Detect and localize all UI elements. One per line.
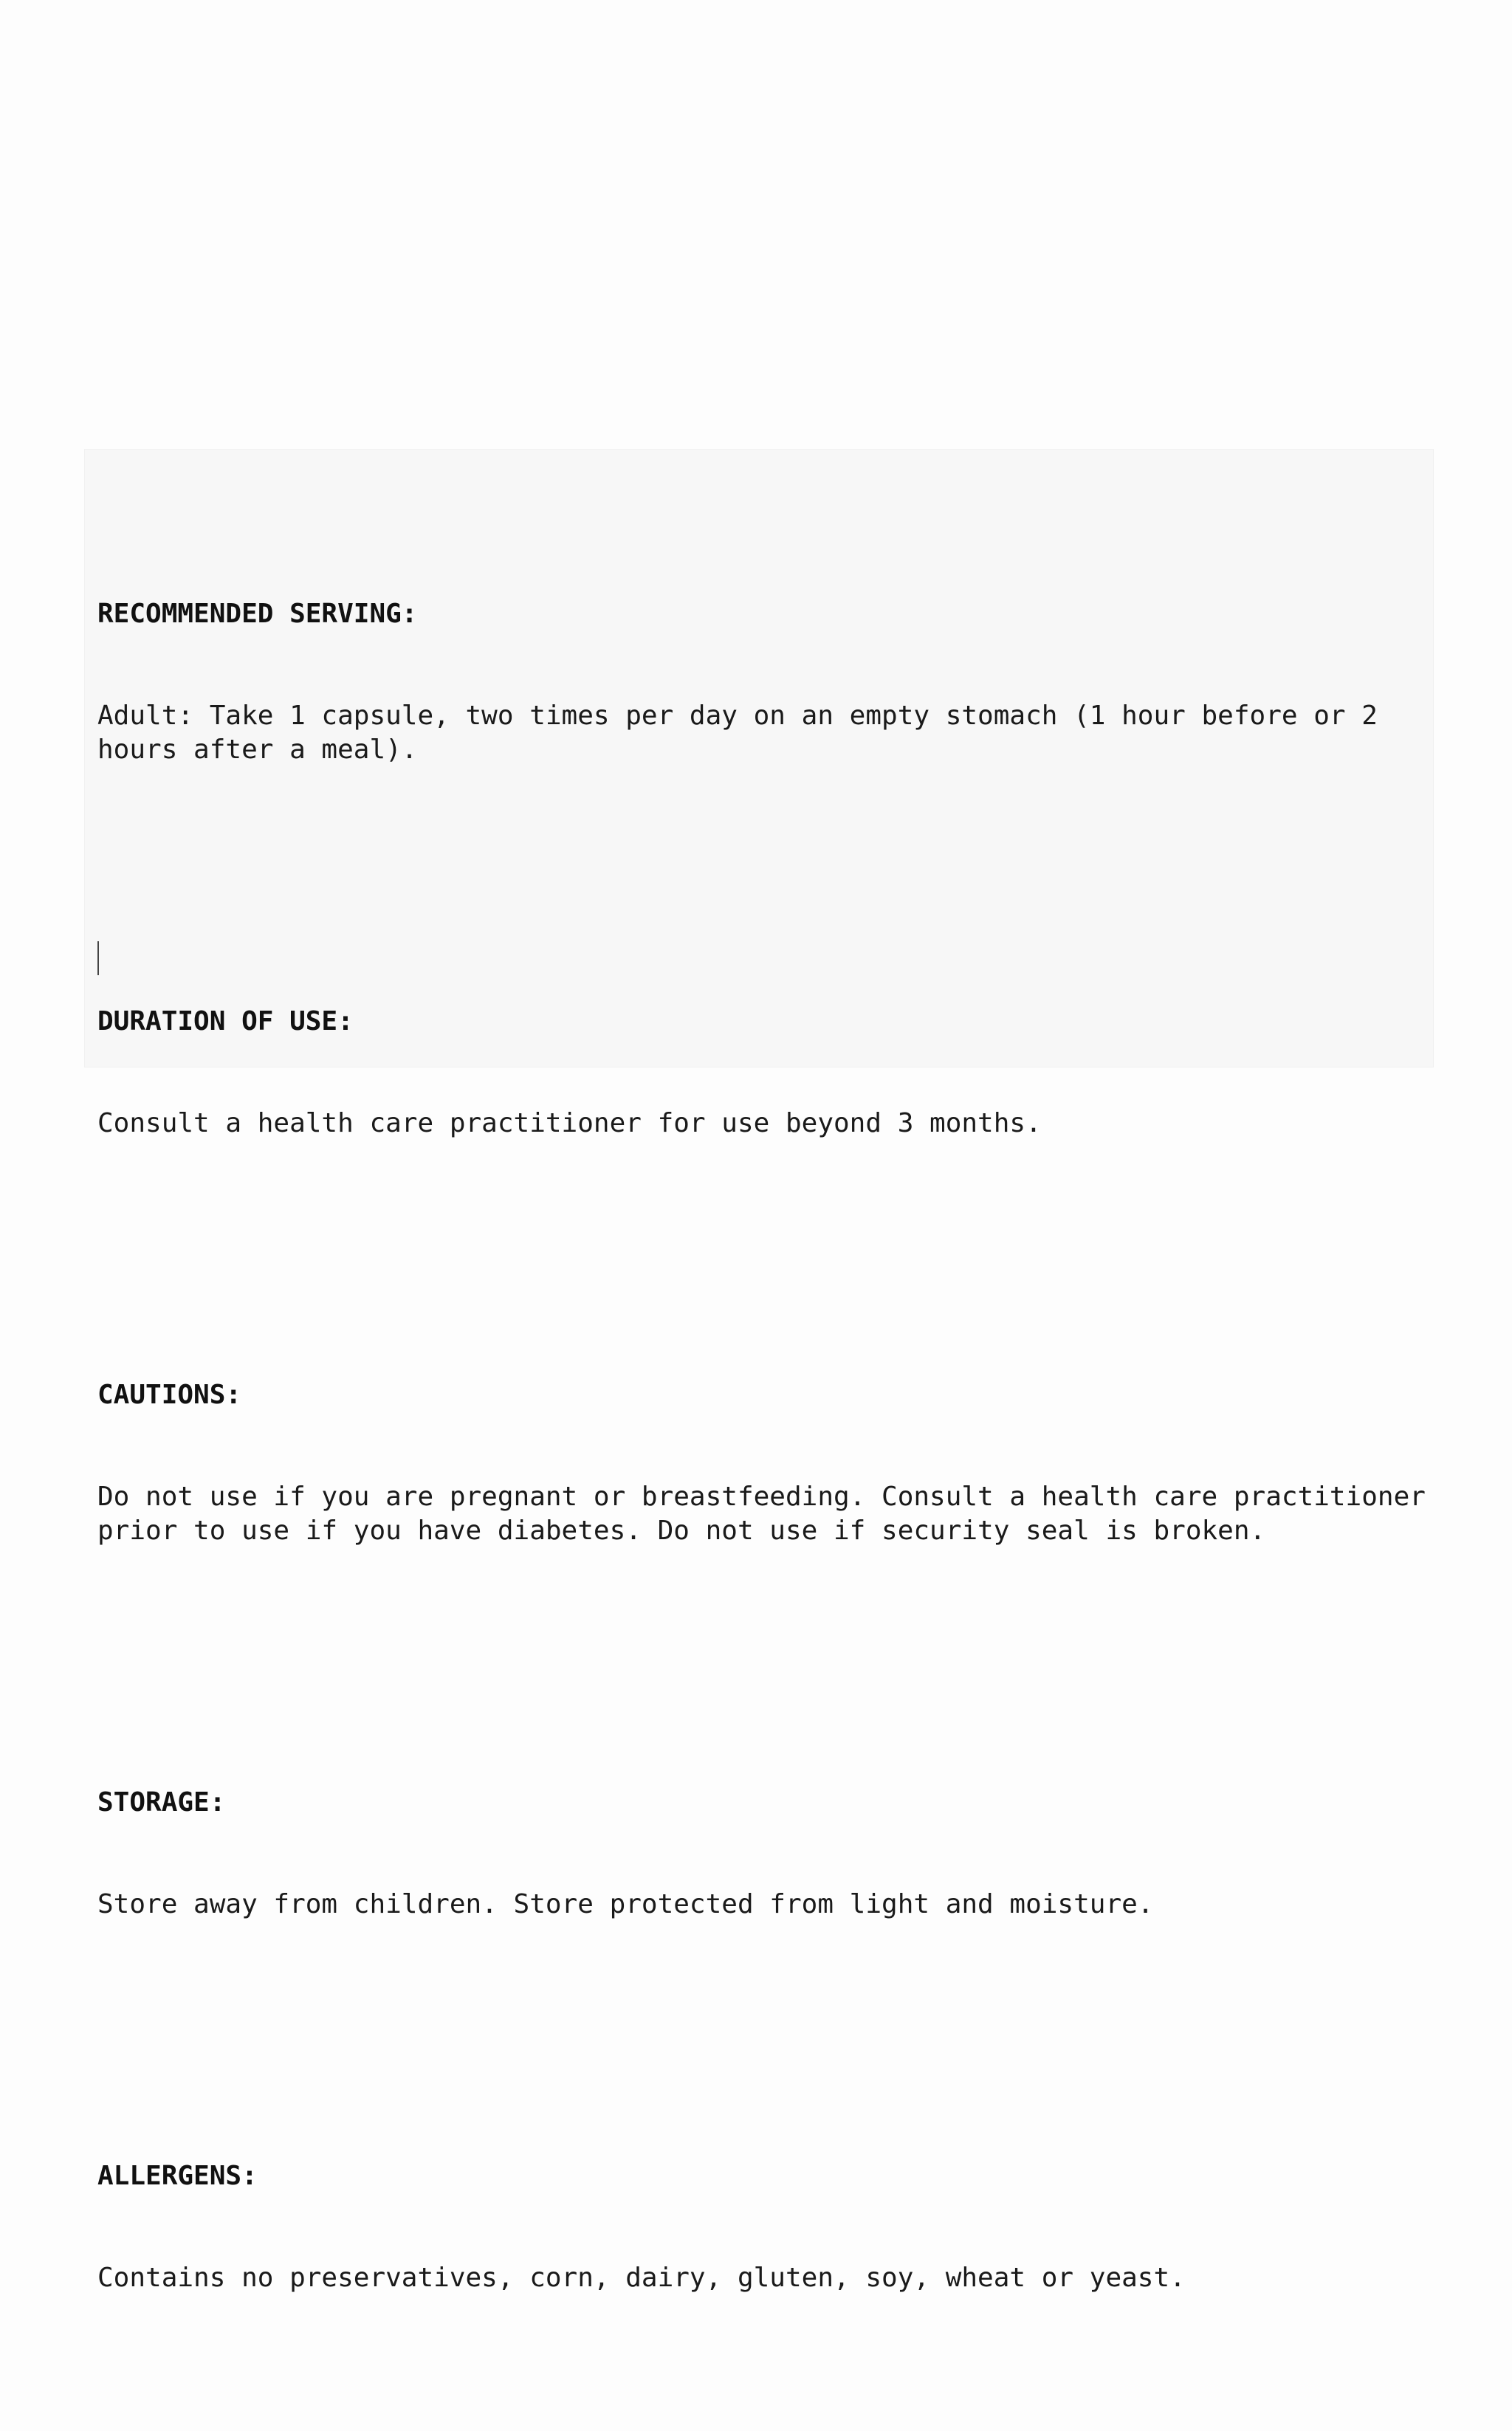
section-body: Consult a health care practitioner for use beyond 3 months. [97,1108,1042,1138]
section-storage [97,1718,1426,1990]
section-recommended-serving [97,529,1426,835]
section-heading: CAUTIONS: [97,1380,242,1410]
section-body: Store away from children. Store protected from light and moisture. [97,1889,1154,1919]
section-heading: RECOMMENDED SERVING: [97,599,418,629]
text-cursor [97,941,99,975]
section-heading: STORAGE: [97,1787,226,1818]
section-cautions [97,1310,1442,1616]
label-text-panel[interactable] [84,449,1442,2293]
section-heading: ALLERGENS: [97,2161,258,2191]
section-duration-of-use [97,937,1426,1208]
section-body: Adult: Take 1 capsule, two times per day on an empty stomach (1 hour before or 2 hours after a meal). [97,701,1394,765]
section-body: Contains no preservatives, corn, dairy, gluten, soy, wheat or yeast. [97,2263,1186,2293]
label-text-content [97,461,1442,2431]
section-body: Do not use if you are pregnant or breastfeeding. Consult a health care practitioner prior to use if you have diabetes. Do not use if security seal is broken. [97,1482,1442,1546]
section-heading: DURATION OF USE: [97,1006,354,1036]
section-allergens [97,2091,1426,2363]
